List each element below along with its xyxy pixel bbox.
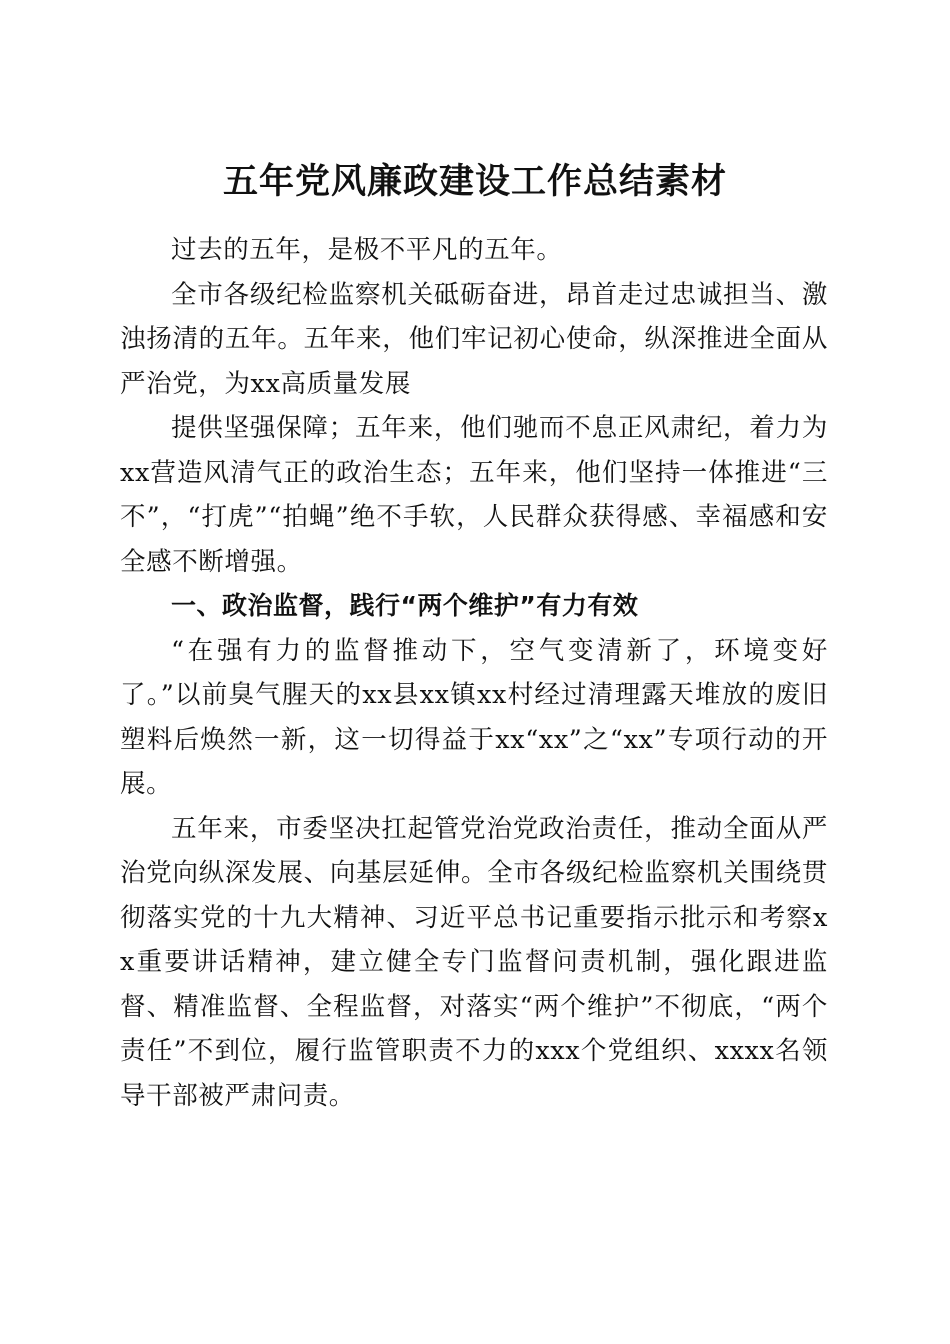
section-paragraph-2: 五年来，市委坚决扛起管党治党政治责任，推动全面从严治党向纵深发展、向基层延伸。全市各级纪检监察机关围绕贯彻落实党的十九大精神、习近平总书记重要指示批示和考察xx重要讲话精神，建立健全专门监督问责机制，强化跟进监督、精准监督、全程监督，对落实“两个维护”不彻底，“两个责任”不到位，履行监管职责不力的xxx个党组织、xxxx名领导干部被严肃问责。	[120, 813, 828, 1111]
intro-paragraph-2: 全市各级纪检监察机关砥砺奋进，昂首走过忠诚担当、激浊扬清的五年。五年来，他们牢记初心使命，纵深推进全面从严治党，为xx高质量发展	[120, 279, 828, 399]
intro-paragraph-3: 提供坚强保障；五年来，他们驰而不息正风肃纪，着力为xx营造风清气正的政治生态；五年来，他们坚持一体推进“三不”，“打虎”“拍蝇”绝不手软，人民群众获得感、幸福感和安全感不断增强。	[120, 413, 828, 577]
section-heading: 一、政治监督，践行“两个维护”有力有效	[171, 591, 639, 620]
section-paragraph-1: “在强有力的监督推动下，空气变清新了，环境变好了。”以前臭气腥天的xx县xx镇xx村经过清理露天堆放的废旧塑料后焕然一新，这一切得益于xx“xx”之“xx”专项行动的开展。	[120, 635, 828, 799]
intro-paragraph-1: 过去的五年，是极不平凡的五年。	[171, 235, 563, 265]
document-body	[120, 228, 828, 1118]
document-title: 五年党风廉政建设工作总结素材	[222, 161, 727, 203]
